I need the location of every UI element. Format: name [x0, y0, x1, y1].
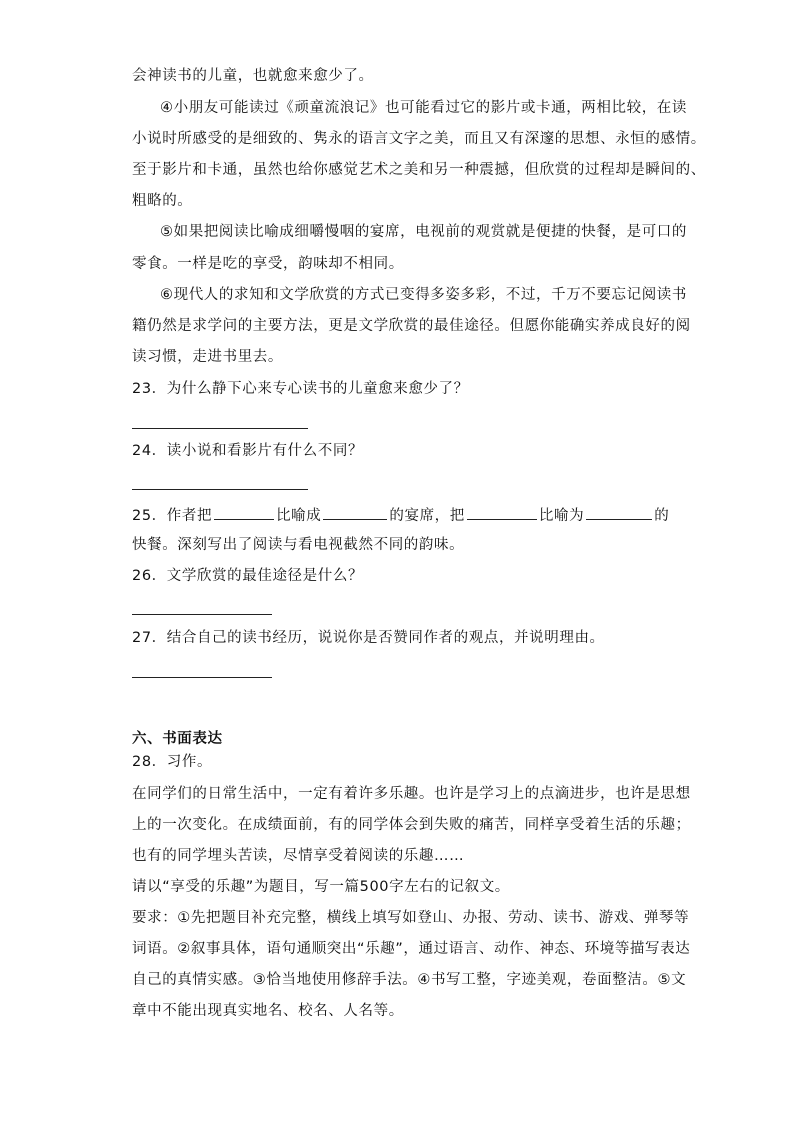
q25-part5: 的 — [654, 508, 670, 524]
question-24: 24．读小说和看影片有什么不同？ — [132, 443, 364, 459]
passage-p3-tail: 会神读书的儿童，也就愈来愈少了。 — [132, 68, 374, 84]
essay-intro-line2: 上的一次变化。在成绩面前，有的同学体会到失败的痛苦，同样享受着生活的乐趣； — [132, 817, 691, 833]
q25-part4: 比喻为 — [538, 508, 585, 524]
passage-p5-line1: ⑤如果把阅读比喻成细嚼慢咽的宴席，电视前的观赏就是便捷的快餐，是可口的 — [160, 224, 687, 240]
essay-prompt: 请以“享受的乐趣”为题目，写一篇500字左右的记叙文。 — [132, 879, 510, 895]
essay-requirements-line1: 要求：①先把题目补充完整，横线上填写如登山、办报、劳动、读书、游戏、弹琴等 — [132, 910, 690, 926]
passage-p4-line4: 粗略的。 — [132, 193, 193, 209]
question-27: 27．结合自己的读书经历，说说你是否赞同作者的观点，并说明理由。 — [132, 630, 605, 646]
answer-line-24[interactable] — [132, 489, 308, 490]
question-23: 23．为什么静下心来专心读书的儿童愈来愈少了？ — [132, 381, 469, 397]
question-26: 26．文学欣赏的最佳途径是什么？ — [132, 568, 364, 584]
q25-blank-3[interactable] — [467, 503, 537, 520]
essay-intro-line1: 在同学们的日常生活中，一定有着许多乐趣。也许是学习上的点滴进步，也许是思想 — [132, 786, 691, 802]
essay-requirements-line2: 词语。②叙事具体，语句通顺突出“乐趣”，通过语言、动作、神态、环境等描写表达 — [132, 941, 691, 957]
passage-p5-line2: 零食。一样是吃的享受，韵味却不相同。 — [132, 256, 404, 272]
essay-requirements-line4: 章中不能出现真实地名、校名、人名等。 — [132, 1003, 404, 1019]
q25-part3: 的宴席，把 — [389, 508, 465, 524]
essay-requirements-line3: 自己的真情实感。③恰当地使用修辞手法。④书写工整，字迹美观，卷面整洁。⑤文 — [132, 972, 687, 988]
question-25-line2: 快餐。深刻写出了阅读与看电视截然不同的韵味。 — [132, 537, 465, 553]
q25-part2: 比喻成 — [276, 508, 322, 524]
passage-p4-line1: ④小朋友可能读过《顽童流浪记》也可能看过它的影片或卡通，两相比较，在读 — [160, 100, 687, 116]
passage-p4-line3: 至于影片和卡通，虽然也给你感觉艺术之美和另一种震撼，但欣赏的过程却是瞬间的、 — [132, 162, 706, 178]
passage-p6-line3: 读习惯，走进书里去。 — [132, 349, 283, 365]
passage-p4-line2: 小说时所感受的是细致的、隽永的语言文字之美，而且又有深邃的思想、永恒的感情。 — [132, 131, 706, 147]
answer-line-23[interactable] — [132, 428, 308, 429]
q25-blank-2[interactable] — [323, 503, 387, 520]
question-25-line1 — [132, 503, 672, 526]
passage-p6-line2: 籍仍然是求学问的主要方法，更是文学欣赏的最佳途径。但愿你能确实养成良好的阅 — [132, 318, 691, 334]
answer-line-26[interactable] — [132, 614, 272, 615]
essay-intro-line3: 也有的同学埋头苦读，尽情享受着阅读的乐趣…… — [132, 848, 465, 864]
passage-p6-line1: ⑥现代人的求知和文学欣赏的方式已变得多姿多彩，不过，千万不要忘记阅读书 — [160, 287, 687, 303]
section-6-heading: 六、书面表达 — [132, 731, 223, 747]
q25-blank-4[interactable] — [586, 503, 652, 520]
q25-part1: 25．作者把 — [132, 508, 213, 524]
question-28: 28．习作。 — [132, 754, 213, 770]
q25-blank-1[interactable] — [214, 503, 274, 520]
answer-line-27[interactable] — [132, 677, 272, 678]
